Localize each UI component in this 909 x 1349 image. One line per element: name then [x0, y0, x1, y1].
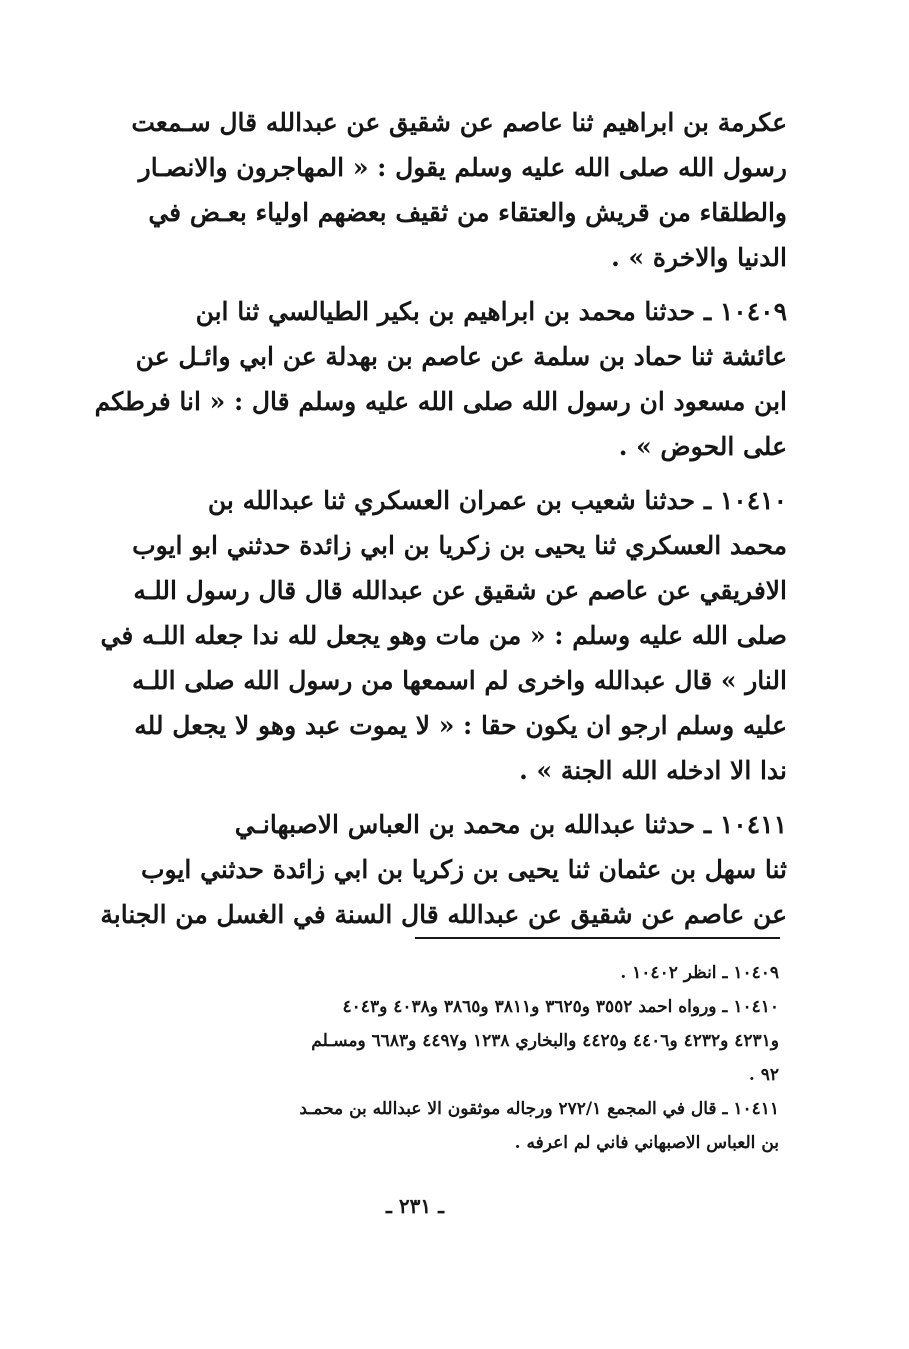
paragraph-continuation	[70, 100, 787, 280]
text-line: ثنا سهل بن عثمان ثنا يحيى بن زكريا بن ابي زائدة حدثني ايوب	[141, 855, 787, 884]
paragraph-gap	[70, 793, 787, 802]
footnote-line: ١٠٤١١ ـ قال في المجمع ٢٧٢/١ ورجاله موثقون الا عبدالله بن محمـد	[299, 1099, 779, 1119]
text-line: ١٠٤٠٩ ـ حدثنا محمد بن ابراهيم بن بكير الطيالسي ثنا ابن	[195, 297, 787, 326]
text-line: عليه وسلم ارجو ان يكون حقا : « لا يموت عبد وهو لا يجعل لله	[134, 711, 787, 740]
text-line: عائشة ثنا حماد بن سلمة عن عاصم بن بهدلة عن ابي وائـل عن	[135, 342, 787, 371]
main-text	[70, 100, 787, 937]
text-line: الدنيا والاخرة » .	[611, 243, 787, 272]
footnote-10411	[72, 1092, 779, 1160]
footnotes	[72, 956, 779, 1160]
page-number: ـ ٢٣١ ـ	[386, 1194, 444, 1218]
text-line: والطلقاء من قريش والعتقاء من ثقيف بعضهم اولياء بعـض في	[148, 198, 787, 227]
text-line: رسول الله صلى الله عليه وسلم يقول : « المهاجرون والانصـار	[138, 153, 787, 182]
text-line: عكرمة بن ابراهيم ثنا عاصم عن شقيق عن عبدالله قال سـمعت	[131, 108, 787, 137]
footnote-line: ١٠٤١٠ ـ ورواه احمد ٣٥٥٢ و٣٦٢٥ و٣٨١١ و٣٨٦٥ و٤٠٣٨ و٤٠٤٣	[342, 997, 779, 1017]
text-line: النار » قال عبدالله واخرى لم اسمعها من رسول الله صلى اللـه	[131, 666, 787, 695]
hadith-10410	[70, 478, 787, 793]
footnote-line: ٩٢ .	[748, 1065, 779, 1085]
text-line: محمد العسكري ثنا يحيى بن زكريا بن ابي زائدة حدثني ابو ايوب	[132, 531, 787, 560]
footnote-separator	[415, 937, 780, 939]
footnote-line: و٤٢٣١ و٤٢٣٢ و٤٤٠٦ و٤٤٢٥ والبخاري ١٢٣٨ و٤٤٩٧ و٦٦٨٣ ومسـلم	[311, 1031, 779, 1051]
footnote-10410	[72, 990, 779, 1092]
text-line: صلى الله عليه وسلم : « من مات وهو يجعل لله ندا جعله اللـه في	[100, 621, 787, 650]
paragraph-gap	[70, 280, 787, 289]
hadith-10409	[70, 289, 787, 469]
hadith-10411	[70, 802, 787, 937]
paragraph-gap	[70, 469, 787, 478]
text-line: ابن مسعود ان رسول الله صلى الله عليه وسلم قال : « انا فرطكم	[94, 387, 787, 416]
text-line: ندا الا ادخله الله الجنة » .	[519, 756, 787, 785]
footnote-line: ١٠٤٠٩ ـ انظر ١٠٤٠٢ .	[620, 963, 779, 983]
text-line: الافريقي عن عاصم عن شقيق عن عبدالله قال قال رسول اللـه	[133, 576, 787, 605]
footnote-line: بن العباس الاصبهاني فاني لم اعرفه .	[514, 1133, 779, 1153]
text-line: ١٠٤١١ ـ حدثنا عبدالله بن محمد بن العباس الاصبهانـي	[234, 810, 787, 839]
text-line: على الحوض » .	[618, 432, 787, 461]
footnote-10409	[72, 956, 779, 990]
text-line: عن عاصم عن شقيق عن عبدالله قال السنة في الغسل من الجنابة	[100, 900, 787, 929]
text-line: ١٠٤١٠ ـ حدثنا شعيب بن عمران العسكري ثنا عبدالله بن	[207, 486, 787, 515]
